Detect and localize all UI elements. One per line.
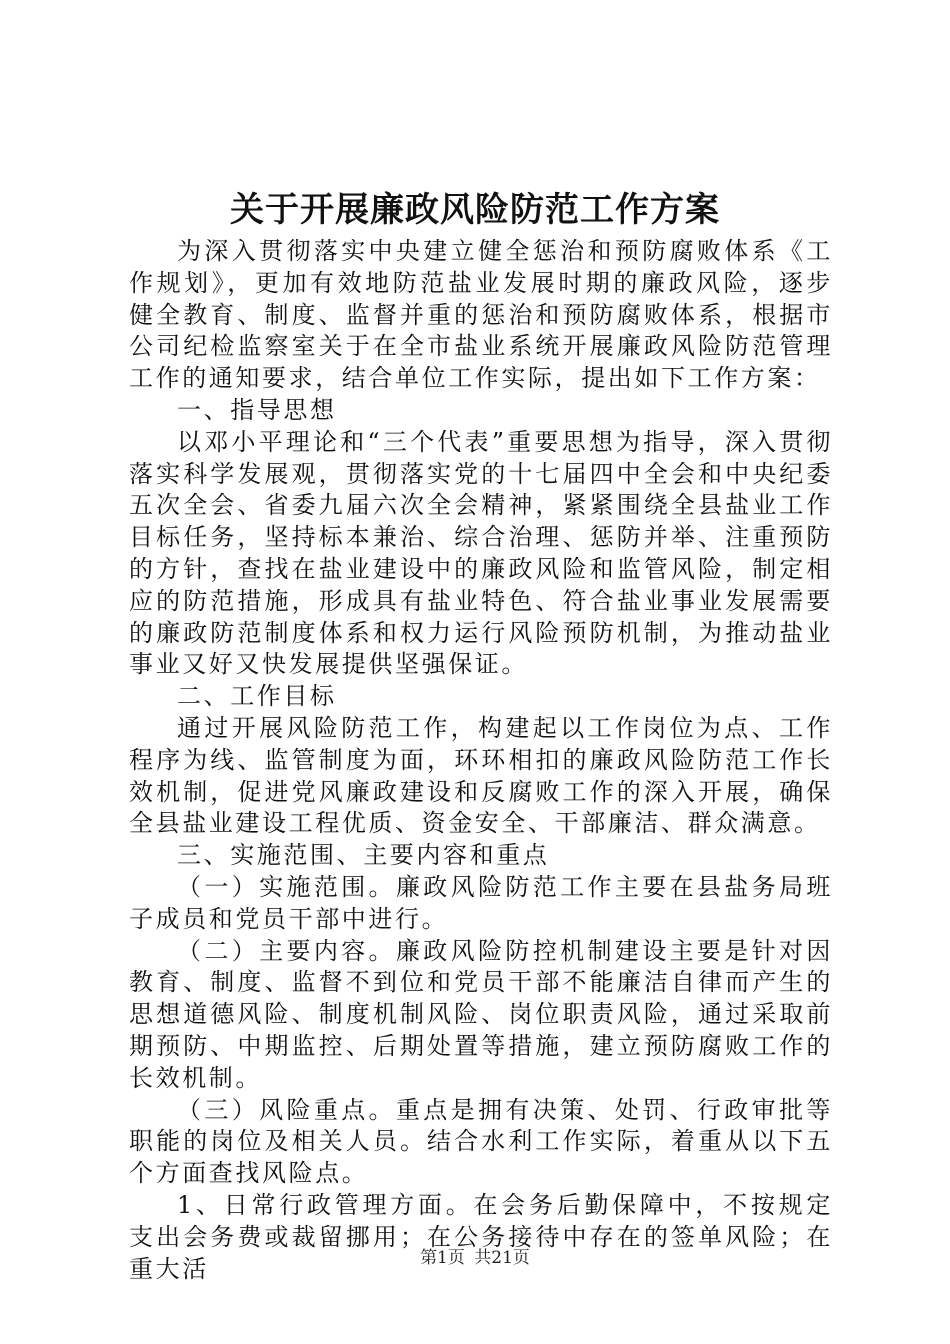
paragraph-scope: （一）实施范围。廉政风险防范工作主要在县盐务局班子成员和党员干部中进行。 — [129, 872, 833, 933]
paragraph-main-content: （二）主要内容。廉政风险防控机制建设主要是针对因教育、制度、监督不到位和党员干部不能廉洁自律而产生的思想道德风险、制度机制风险、岗位职责风险，通过采取前期预防、中期监控、后期处置等措施，建立预防腐败工作的长效机制。 — [129, 936, 833, 1092]
document-body — [129, 236, 833, 1285]
page-footer — [0, 1243, 950, 1268]
paragraph-admin-management: 1、日常行政管理方面。在会务后勤保障中，不按规定支出会务费或裁留挪用；在公务接待中存在的签单风险；在重大活 — [129, 1190, 833, 1283]
paragraph-guiding-ideology: 以邓小平理论和“三个代表”重要思想为指导，深入贯彻落实科学发展观，贯彻落实党的十七届四中全会和中央纪委五次全会、省委九届六次全会精神，紧紧围绕全县盐业工作目标任务，坚持标本兼治、综合治理、惩防并举、注重预防的方针，查找在盐业建设中的廉政风险和监管风险，制定相应的防范措施，形成具有盐业特色、符合盐业事业发展需要的廉政防范制度体系和权力运行风险预防机制，为推动盐业事业又好又快发展提供坚强保证。 — [129, 427, 833, 679]
section-heading-2: 二、工作目标 — [177, 682, 337, 711]
section-heading-1: 一、指导思想 — [177, 395, 337, 424]
section-heading-3: 三、实施范围、主要内容和重点 — [177, 841, 550, 870]
document-title: 关于开展廉政风险防范工作方案 — [230, 190, 720, 230]
paragraph-risk-focus: （三）风险重点。重点是拥有决策、处罚、行政审批等职能的岗位及相关人员。结合水利工作实际，着重从以下五个方面查找风险点。 — [129, 1095, 833, 1188]
page-total: 共21页 — [474, 1248, 530, 1268]
page-number: 第1页 — [420, 1248, 465, 1268]
paragraph-intro: 为深入贯彻落实中央建立健全惩治和预防腐败体系《工作规划》，更加有效地防范盐业发展时期的廉政风险，逐步健全教育、制度、监督并重的惩治和预防腐败体系，根据市公司纪检监察室关于在全市盐业系统开展廉政风险防范管理工作的通知要求，结合单位工作实际，提出如下工作方案： — [129, 237, 833, 393]
paragraph-work-goal: 通过开展风险防范工作，构建起以工作岗位为点、工作程序为线、监管制度为面，环环相扣的廉政风险防范工作长效机制，促进党风廉政建设和反腐败工作的深入开展，确保全县盐业建设工程优质、资金安全、干部廉洁、群众满意。 — [129, 713, 833, 838]
